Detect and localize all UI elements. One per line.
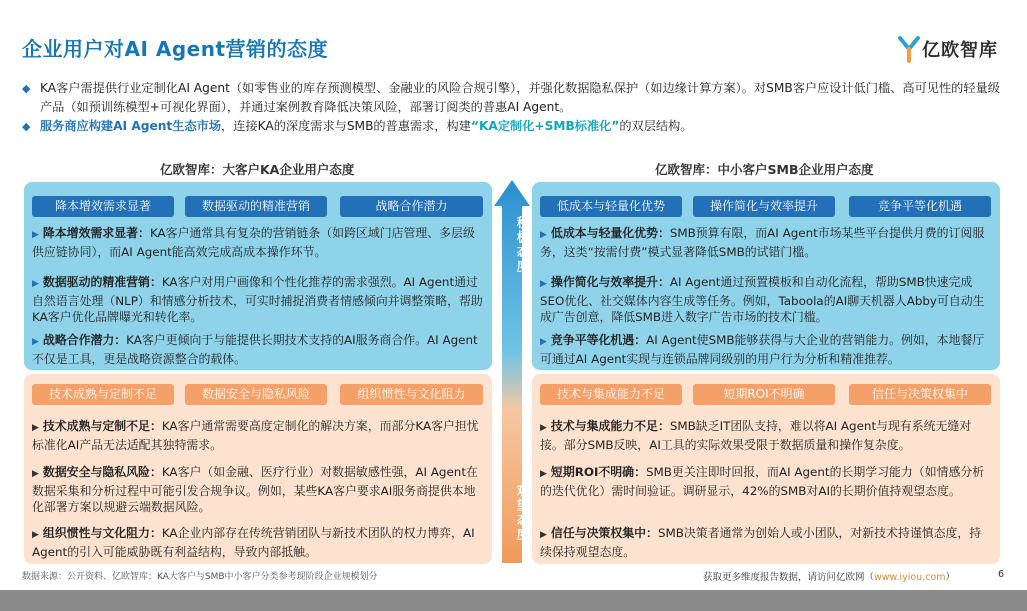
play-arrow-icon: ▶ <box>32 469 39 479</box>
item-text: KA客户对用户画像和个性化推荐的需求强烈。AI Agent通过自然语言处理（NLP）和情感分析技术，可实时捕捉消费者情感倾向并调整策略，帮助KA客户优化品牌曝光和转化率。 <box>32 275 483 324</box>
item-title: 降本增效需求显著： <box>42 226 150 240</box>
play-arrow-icon: ▶ <box>32 423 39 433</box>
intro-bullet-1 <box>22 79 1007 117</box>
play-arrow-icon: ▶ <box>540 230 547 240</box>
item-text: KA客户通常需要高度定制化的解决方案，而部分KA客户担忧标准化AI产品无法适配其独特需求。 <box>32 419 479 452</box>
right-negative-tag-1: 技术与集成能力不足 <box>540 384 682 405</box>
item-text: SMB预算有限，而AI Agent市场某些平台提供月费的订阅服务，这类“按需付费”模式显著降低SMB的试错门槛。 <box>540 226 985 259</box>
footer-more-info <box>703 569 955 583</box>
yiou-y-logo-icon <box>898 35 920 63</box>
left-negative-item-1 <box>32 418 484 453</box>
item-title: 竞争平等化机遇： <box>550 333 647 347</box>
left-positive-item-1 <box>32 225 484 260</box>
right-negative-panel <box>532 374 1000 564</box>
item-title: 组织惯性与文化阻力： <box>42 526 162 540</box>
right-positive-item-3 <box>540 332 992 367</box>
left-negative-tag-3: 组织惯性与文化阻力 <box>340 384 483 405</box>
left-positive-tag-2: 数据驱动的精准营销 <box>185 196 327 217</box>
item-text: AI Agent通过预置模板和自动化流程，帮助SMB快速完成SEO优化、社交媒体内容生成等任务。例如，Taboola的AI聊天机器人Abby可自动生成广告创意，降低SMB进入数字广告市场的技术门槛。 <box>540 275 985 324</box>
item-title: 技术与集成能力不足： <box>550 419 670 433</box>
right-positive-tag-2: 操作简化与效率提升 <box>693 196 835 217</box>
item-text: SMB缺乏IT团队支持，难以将AI Agent与现有系统无缝对接。部分SMB反映，AI工具的实际效果受限于数据质量和操作复杂度。 <box>540 419 972 452</box>
item-text: KA企业内部存在传统营销团队与新技术团队的权力博弈，AI Agent的引入可能威胁既有利益结构，导致内部抵触。 <box>32 526 475 559</box>
page-number: 6 <box>998 569 1005 580</box>
footer-close-paren: ） <box>945 572 956 583</box>
intro-text-1: KA客户需提供行业定制化AI Agent（如零售业的库存预测模型、金融业的风险合规引擎），并强化数据隐私保护（如边缘计算方案）。对SMB客户应设计低门槛、高可见性的轻量级产品（如预训练模型+可视化界面），并通过案例教育降低决策风险，部署订阅类的普惠AI Agent。 <box>40 81 1000 114</box>
right-positive-item-2 <box>540 274 992 326</box>
right-panel-title: 亿欧智库：中小客户SMB企业用户态度 <box>655 162 874 177</box>
left-positive-tag-1: 降本增效需求显著 <box>32 196 174 217</box>
item-title: 技术成熟与定制不足： <box>42 419 162 433</box>
left-panel-title: 亿欧智库：大客户KA企业用户态度 <box>160 162 355 177</box>
item-title: 短期ROI不明确： <box>550 465 646 479</box>
footer-url-link[interactable]: www.iyiou.com <box>874 572 946 583</box>
intro-text-2 <box>40 117 693 136</box>
play-arrow-icon: ▶ <box>32 530 39 540</box>
play-arrow-icon: ▶ <box>540 423 547 433</box>
item-text: SMB更关注即时回报，而AI Agent的长期学习能力（如情感分析的迭代优化）需时间验证。调研显示，42%的SMB对AI的长期价值持观望态度。 <box>540 465 985 498</box>
left-negative-item-3 <box>32 525 484 560</box>
data-source-note: 数据来源：公开资料、亿欧智库；KA大客户与SMB中小客户分类参考现阶段企业规模划分 <box>22 572 378 582</box>
right-negative-item-1 <box>540 418 992 453</box>
intro-end: 的双层结构。 <box>619 119 693 133</box>
right-positive-panel <box>532 182 1000 370</box>
intro-highlight: “KA定制化+SMB标准化” <box>470 119 620 133</box>
item-text: SMB决策者通常为创始人或小团队，对新技术持谨慎态度，持续保持观望态度。 <box>540 526 982 559</box>
left-positive-item-2 <box>32 274 484 326</box>
item-title: 数据安全与隐私风险： <box>42 465 162 479</box>
left-negative-tag-2: 数据安全与隐私风险 <box>185 384 327 405</box>
left-positive-item-3 <box>32 332 484 367</box>
item-title: 操作简化与效率提升： <box>550 275 670 289</box>
item-title: 低成本与轻量化优势： <box>550 226 670 240</box>
item-title: 数据驱动的精准营销： <box>42 275 162 289</box>
item-text: AI Agent使SMB能够获得与大企业的营销能力。例如，本地餐厅可通过AI Agent实现与连锁品牌同级别的用户行为分析和精准推荐。 <box>540 333 985 366</box>
right-negative-item-3 <box>540 525 992 560</box>
play-arrow-icon: ▶ <box>540 337 547 347</box>
left-positive-tag-3: 战略合作潜力 <box>340 196 483 217</box>
play-arrow-icon: ▶ <box>32 230 39 240</box>
play-arrow-icon: ▶ <box>32 279 39 289</box>
right-positive-tag-1: 低成本与轻量化优势 <box>540 196 682 217</box>
brand-logo <box>898 34 998 64</box>
item-title: 战略合作潜力： <box>42 333 127 347</box>
diamond-icon: ◆ <box>22 82 31 95</box>
bottom-band <box>0 590 1027 611</box>
play-arrow-icon: ▶ <box>540 279 547 289</box>
page-title: 企业用户对AI Agent营销的态度 <box>22 37 329 61</box>
play-arrow-icon: ▶ <box>540 469 547 479</box>
left-positive-panel <box>24 182 492 370</box>
right-positive-item-1 <box>540 225 992 260</box>
left-negative-panel <box>24 374 492 564</box>
intro-bullet-2 <box>22 117 1007 136</box>
positive-attitude-label: 积极态度 <box>515 216 530 274</box>
right-positive-tag-3: 竞争平等化机遇 <box>849 196 991 217</box>
wait-and-see-attitude-label: 观望态度 <box>515 484 530 542</box>
intro-mid: ，连接KA的深度需求与SMB的普惠需求，构建 <box>221 119 471 133</box>
intro-bullets <box>22 79 1007 136</box>
diamond-icon: ◆ <box>22 120 31 133</box>
item-text: KA客户更倾向于与能提供长期技术支持的AI服务商合作。AI Agent不仅是工具，更是战略资源整合的载体。 <box>32 333 478 366</box>
left-negative-tag-1: 技术成熟与定制不足 <box>32 384 174 405</box>
play-arrow-icon: ▶ <box>32 337 39 347</box>
item-title: 信任与决策权集中： <box>550 526 658 540</box>
logo-text: 亿欧智库 <box>922 40 998 61</box>
footer-more-text: 获取更多维度报告数据，请访问亿欧网（ <box>703 572 875 583</box>
right-negative-tag-3: 信任与决策权集中 <box>849 384 991 405</box>
item-text: KA客户（如金融、医疗行业）对数据敏感性强，AI Agent在数据采集和分析过程中可能引发合规争议。例如，某些KA客户要求AI服务商提供本地化部署方案以规避云端数据风险。 <box>32 465 478 514</box>
right-negative-tag-2: 短期ROI不明确 <box>693 384 835 405</box>
attitude-arrow <box>494 180 530 563</box>
item-text: KA客户通常具有复杂的营销链条（如跨区域门店管理、多层级供应链协同），而AI Agent能高效完成高成本操作环节。 <box>32 226 475 259</box>
intro-bold: 服务商应构建AI Agent生态市场 <box>40 119 222 133</box>
play-arrow-icon: ▶ <box>540 530 547 540</box>
right-negative-item-2 <box>540 464 992 499</box>
left-negative-item-2 <box>32 464 484 516</box>
